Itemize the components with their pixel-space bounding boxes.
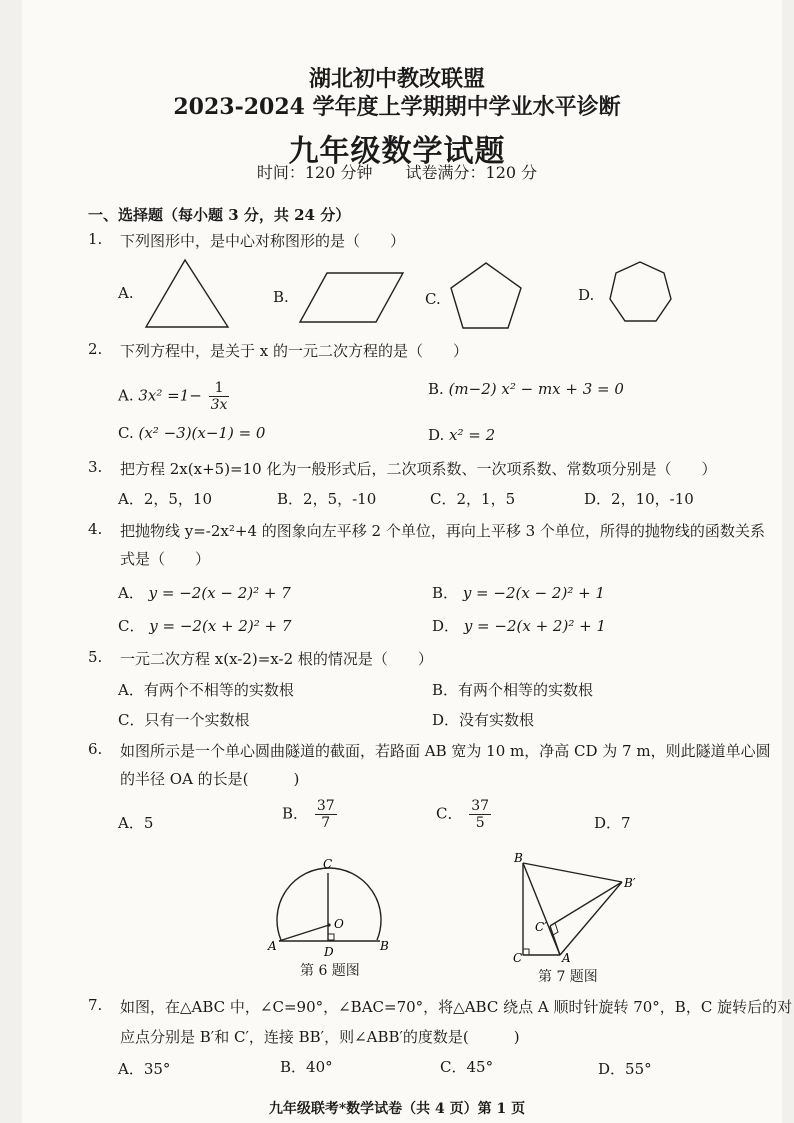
page-footer: 九年级联考*数学试卷（共 4 页）第 1 页 — [268, 1101, 526, 1117]
exam-title: 九年级数学试题 — [288, 134, 506, 169]
q3-option-a: A．2，5，10 — [118, 490, 213, 508]
label-c: C — [323, 857, 333, 871]
fraction-denominator: 7 — [321, 815, 331, 831]
q1-option-c: C. — [425, 290, 441, 308]
q2-option-a-expr: 3x² =1− — [138, 386, 202, 405]
side-acp — [550, 926, 560, 955]
q1-option-d: D. — [578, 286, 595, 304]
question-5-text: 一元二次方程 x(x-2)=x-2 根的情况是（ ） — [120, 650, 433, 668]
question-7-text-cont: 应点分别是 B′和 C′，连接 BB′，则∠ABB′的度数是( ) — [120, 1028, 520, 1046]
label-bp: B′ — [624, 876, 636, 890]
question-1-number: 1. — [88, 230, 103, 248]
question-7-text: 如图，在△ABC 中，∠C=90°，∠BAC=70°，将△ABC 绕点 A 顺时针旋转 70°，B，C 旋转后的对 — [120, 998, 793, 1016]
q2-option-d-expr: x² = 2 — [449, 426, 496, 444]
q4-option-b-expr: y = −2(x − 2)² + 1 — [462, 584, 605, 602]
label-b: B — [380, 939, 389, 953]
q6-option-d: D．7 — [594, 814, 631, 832]
question-3-text: 把方程 2x(x+5)=10 化为一般形式后，二次项系数、一次项系数、常数项分别是（ ） — [120, 460, 717, 478]
q2-option-d-label: D. — [428, 426, 445, 444]
q7-option-c: C．45° — [440, 1058, 494, 1076]
question-5-number: 5. — [88, 648, 103, 666]
q5-option-a: A．有两个不相等的实数根 — [118, 681, 294, 699]
exam-score: 试卷满分：120 分 — [405, 163, 538, 182]
q4-option-d-expr: y = −2(x + 2)² + 1 — [463, 617, 606, 635]
q2-option-b-expr: (m−2) x² − mx + 3 = 0 — [448, 380, 624, 398]
q4-option-d-label: D． — [432, 617, 460, 635]
question-4-number: 4. — [88, 520, 103, 538]
side-cpbp — [550, 882, 622, 926]
q7-option-a: A．35° — [118, 1060, 171, 1078]
question-6-text-cont: 的半径 OA 的长是( ) — [120, 770, 300, 788]
fraction-numerator: 37 — [471, 798, 490, 814]
question-4-text-cont: 式是（ ） — [120, 550, 211, 568]
q2-option-a-label: A. — [118, 386, 134, 405]
right-angle-mark-cp — [553, 923, 558, 935]
q6-option-b-label: B． — [282, 804, 309, 823]
side-ab — [523, 863, 560, 955]
q4-option-a-expr: y = −2(x − 2)² + 7 — [148, 584, 291, 602]
q3-option-b: B．2，5，-10 — [277, 490, 377, 508]
label-o: O — [334, 917, 344, 931]
q2-option-b-label: B. — [428, 380, 444, 398]
fraction-denominator: 5 — [475, 815, 485, 831]
figure-7-caption: 第 7 题图 — [538, 969, 598, 985]
question-7-number: 7. — [88, 996, 103, 1014]
side-bbp — [523, 863, 622, 882]
q2-option-c-label: C. — [118, 424, 134, 442]
q7-option-b: B．40° — [280, 1058, 333, 1076]
q4-option-c-expr: y = −2(x + 2)² + 7 — [149, 617, 292, 635]
question-2-number: 2. — [88, 340, 103, 358]
side-abp — [560, 882, 622, 955]
fraction-numerator: 37 — [316, 798, 335, 814]
q5-option-b: B．有两个相等的实数根 — [432, 681, 594, 699]
section-heading: 一、选择题（每小题 3 分，共 24 分） — [88, 206, 351, 224]
exam-term: 2023-2024 学年度上学期期中学业水平诊断 — [173, 94, 621, 120]
q6-option-c-label: C． — [436, 804, 463, 823]
q5-option-d: D．没有实数根 — [432, 711, 535, 729]
q1-option-b: B. — [273, 288, 289, 306]
exam-time: 时间：120 分钟 — [256, 163, 373, 182]
label-d: D — [324, 945, 334, 959]
label-b: B — [514, 851, 523, 865]
question-1-text: 下列图形中，是中心对称图形的是（ ） — [120, 232, 406, 250]
question-2-text: 下列方程中，是关于 x 的一元二次方程的是（ ） — [120, 342, 468, 360]
question-6-text: 如图所示是一个单心圆曲隧道的截面，若路面 AB 宽为 10 m，净高 CD 为 7 m，则此隧道单心圆 — [120, 742, 771, 760]
label-cp: C′ — [535, 920, 547, 934]
label-a: A — [268, 939, 277, 953]
label-c: C — [513, 951, 523, 965]
q5-option-c: C．只有一个实数根 — [118, 711, 250, 729]
question-4-text: 把抛物线 y=-2x²+4 的图象向左平移 2 个单位，再向上平移 3 个单位，所得的抛物线的函数关系 — [120, 522, 765, 540]
q3-option-c: C．2，1，5 — [430, 490, 516, 508]
exam-organization: 湖北初中教改联盟 — [308, 66, 485, 92]
q3-option-d: D．2，10，-10 — [584, 490, 694, 508]
q4-option-b-label: B． — [432, 584, 459, 602]
q1-option-a: A. — [118, 284, 134, 302]
right-angle-mark-c — [523, 949, 529, 955]
question-6-number: 6. — [88, 740, 103, 758]
question-3-number: 3. — [88, 458, 103, 476]
q6-option-a: A．5 — [118, 814, 154, 832]
q4-option-c-label: C． — [118, 617, 145, 635]
q2-option-c-expr: (x² −3)(x−1) = 0 — [138, 424, 266, 442]
q7-option-d: D．55° — [598, 1060, 652, 1078]
label-a: A — [562, 951, 571, 965]
fraction-numerator: 1 — [209, 380, 230, 397]
figure-6-caption: 第 6 题图 — [300, 963, 360, 979]
fraction-denominator: 3x — [210, 397, 228, 413]
q4-option-a-label: A． — [118, 584, 144, 602]
